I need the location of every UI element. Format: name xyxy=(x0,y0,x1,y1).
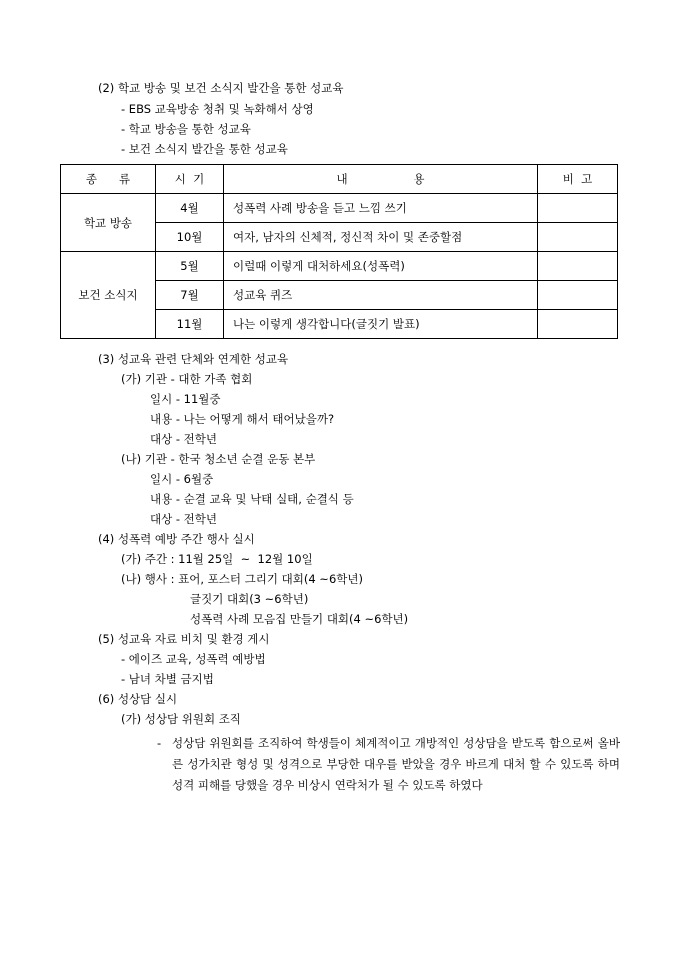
section-2-title: (2) 학교 방송 및 보건 소식지 발간을 통한 성교육 xyxy=(98,81,344,95)
section-4-event-3: 성폭력 사례 모음집 만들기 대회(4 ~6학년) xyxy=(190,612,409,626)
section-5-item-1: - 에이즈 교육, 성폭력 예방법 xyxy=(121,652,266,666)
section-2-item-2: - 학교 방송을 통한 성교육 xyxy=(121,122,251,136)
note-cell xyxy=(538,281,618,310)
section-6-paragraph: 성상담 위원회를 조직하여 학생들이 체계적이고 개방적인 성상담을 받도록 함으로써 올바른 성가치관 형성 및 성격으로 부당한 대우를 받았을 경우 바르게 대처 할 수 있도록 하며 성격 피해를 당했을 경우 비상시 연락처가 될 수 있도록 하였다 xyxy=(172,736,620,792)
section-4-event-2: 글짓기 대회(3 ~6학년) xyxy=(190,592,309,606)
section-5-item-2: - 남녀 차별 금지법 xyxy=(121,672,214,686)
section-3-ga-content: 내용 - 나는 어떻게 해서 태어났을까? xyxy=(150,412,335,426)
time-cell: 7월 xyxy=(156,281,224,310)
header-type: 종 류 xyxy=(61,165,156,194)
content-cell: 성교육 퀴즈 xyxy=(224,281,538,310)
header-time: 시 기 xyxy=(156,165,224,194)
content-cell: 나는 이렇게 생각합니다(글짓기 발표) xyxy=(224,310,538,339)
note-cell xyxy=(538,310,618,339)
note-cell xyxy=(538,194,618,223)
time-cell: 10월 xyxy=(156,223,224,252)
note-cell xyxy=(538,252,618,281)
content-cell: 이럴때 이렇게 대처하세요(성폭력) xyxy=(224,252,538,281)
header-content: 내 용 xyxy=(224,165,538,194)
time-cell: 4월 xyxy=(156,194,224,223)
type-cell: 보건 소식지 xyxy=(61,252,156,339)
section-4-event: (나) 행사 : 표어, 포스터 그리기 대회(4 ~6학년) xyxy=(121,572,363,586)
time-cell: 5월 xyxy=(156,252,224,281)
time-cell: 11월 xyxy=(156,310,224,339)
table-row xyxy=(61,194,618,223)
section-3-ga-date: 일시 - 11월중 xyxy=(150,392,221,406)
type-cell: 학교 방송 xyxy=(61,194,156,252)
section-5-title: (5) 성교육 자료 비치 및 환경 게시 xyxy=(98,632,270,646)
section-3-na-date: 일시 - 6월중 xyxy=(150,472,214,486)
header-note: 비 고 xyxy=(538,165,618,194)
table-row xyxy=(61,252,618,281)
note-cell xyxy=(538,223,618,252)
section-2-item-3: - 보건 소식지 발간을 통한 성교육 xyxy=(121,142,288,156)
content-cell: 성폭력 사례 방송을 듣고 느낌 쓰기 xyxy=(224,194,538,223)
section-3-ga-org: (가) 기관 - 대한 가족 협회 xyxy=(121,372,253,386)
schedule-table xyxy=(60,164,618,339)
section-6-sub: (가) 성상담 위원회 조직 xyxy=(121,712,241,726)
section-4-period: (가) 주간 : 11월 25일 ~ 12월 10일 xyxy=(121,552,313,566)
content-cell: 여자, 남자의 신체적, 정신적 차이 및 존중할점 xyxy=(224,223,538,252)
section-3-na-target: 대상 - 전학년 xyxy=(150,512,218,526)
table-header-row xyxy=(61,165,618,194)
section-3-ga-target: 대상 - 전학년 xyxy=(150,432,218,446)
section-3-title: (3) 성교육 관련 단체와 연계한 성교육 xyxy=(98,352,289,366)
section-3-na-content: 내용 - 순결 교육 및 낙태 실태, 순결식 등 xyxy=(150,492,354,506)
section-2-item-1: - EBS 교육방송 청취 및 녹화해서 상영 xyxy=(121,102,314,116)
section-6-title: (6) 성상담 실시 xyxy=(98,692,178,706)
section-4-title: (4) 성폭력 예방 주간 행사 실시 xyxy=(98,532,255,546)
section-6-dash: - xyxy=(157,736,162,750)
section-3-na-org: (나) 기관 - 한국 청소년 순결 운동 본부 xyxy=(121,452,316,466)
